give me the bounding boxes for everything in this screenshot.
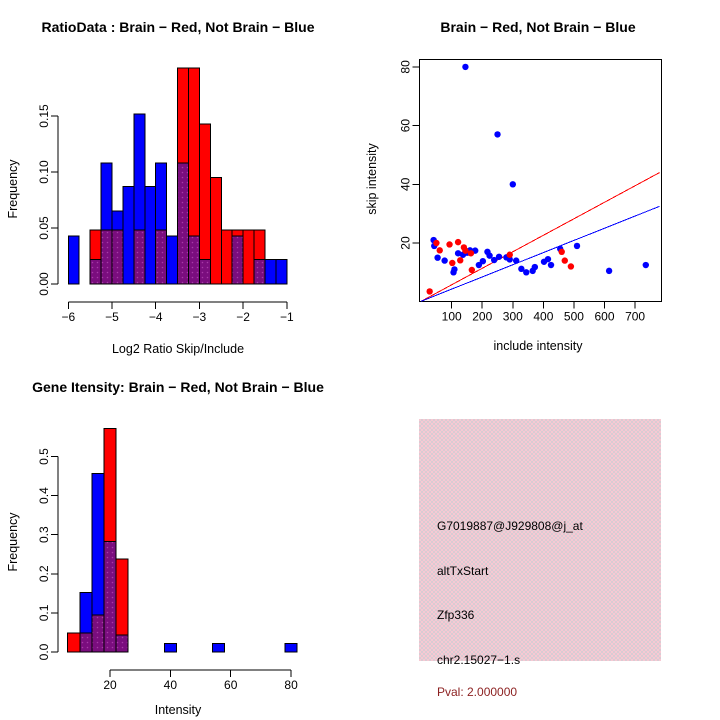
gene-intensity-histogram-panel bbox=[0, 360, 360, 720]
svg-text:−3: −3 bbox=[192, 310, 207, 324]
intensity-scatter-panel bbox=[360, 0, 720, 360]
svg-text:60: 60 bbox=[398, 118, 413, 133]
svg-text:20: 20 bbox=[398, 236, 413, 250]
pval-text: Pval: 2.000000 bbox=[437, 685, 518, 699]
svg-text:60: 60 bbox=[224, 678, 238, 692]
svg-text:−1: −1 bbox=[279, 310, 294, 324]
svg-text:400: 400 bbox=[533, 309, 554, 324]
svg-text:−6: −6 bbox=[61, 310, 76, 324]
ratio-histogram-chart bbox=[0, 0, 360, 360]
intensity-scatter-ylabel: skip intensity bbox=[365, 143, 379, 215]
gene-info-box bbox=[419, 419, 661, 699]
gene-intensity-histogram-chart bbox=[0, 360, 360, 720]
probe-id-text: G7019887@J929808@j_at bbox=[437, 519, 583, 533]
ratio-histogram-ylabel: Frequency bbox=[6, 159, 20, 219]
gene-intensity-histogram-ylabel: Frequency bbox=[6, 512, 20, 572]
svg-text:0.0: 0.0 bbox=[37, 643, 51, 661]
svg-text:0.15: 0.15 bbox=[37, 104, 51, 128]
intensity-scatter-chart bbox=[360, 0, 720, 360]
svg-text:−4: −4 bbox=[148, 310, 163, 324]
gene-intensity-histogram-xlabel: Intensity bbox=[154, 703, 202, 717]
svg-text:−5: −5 bbox=[105, 310, 119, 324]
svg-text:0.05: 0.05 bbox=[37, 216, 51, 240]
svg-text:300: 300 bbox=[502, 309, 523, 324]
svg-text:0.5: 0.5 bbox=[37, 448, 51, 465]
gene-info-panel bbox=[360, 360, 720, 720]
ratio-histogram-panel bbox=[0, 0, 360, 360]
gene-symbol-text: Zfp336 bbox=[437, 608, 475, 622]
svg-text:0.4: 0.4 bbox=[37, 487, 51, 504]
svg-text:0.2: 0.2 bbox=[37, 565, 51, 583]
event-type-text: altTxStart bbox=[437, 564, 489, 578]
svg-text:0.00: 0.00 bbox=[37, 272, 51, 296]
svg-text:40: 40 bbox=[398, 177, 413, 191]
ratio-histogram-title: RatioData : Brain − Red, Not Brain − Blue bbox=[41, 19, 315, 35]
svg-text:200: 200 bbox=[472, 309, 493, 324]
svg-text:80: 80 bbox=[398, 60, 413, 74]
intensity-scatter-xlabel: include intensity bbox=[493, 339, 583, 353]
svg-text:0.10: 0.10 bbox=[37, 160, 51, 184]
svg-text:0.3: 0.3 bbox=[37, 526, 51, 544]
svg-text:20: 20 bbox=[103, 678, 117, 692]
svg-text:100: 100 bbox=[441, 309, 462, 324]
location-text: chr2.15027−1.s bbox=[437, 653, 521, 667]
svg-text:40: 40 bbox=[163, 678, 178, 692]
svg-text:80: 80 bbox=[284, 678, 298, 692]
gene-intensity-histogram-title: Gene Itensity: Brain − Red, Not Brain − Blue bbox=[32, 379, 324, 395]
svg-text:500: 500 bbox=[563, 309, 584, 324]
svg-text:700: 700 bbox=[625, 309, 646, 324]
ratio-histogram-xlabel: Log2 Ratio Skip/Include bbox=[111, 342, 245, 356]
svg-text:−2: −2 bbox=[236, 310, 250, 324]
svg-text:600: 600 bbox=[594, 309, 615, 324]
svg-text:0.1: 0.1 bbox=[37, 604, 51, 622]
intensity-scatter-title: Brain − Red, Not Brain − Blue bbox=[440, 19, 636, 35]
